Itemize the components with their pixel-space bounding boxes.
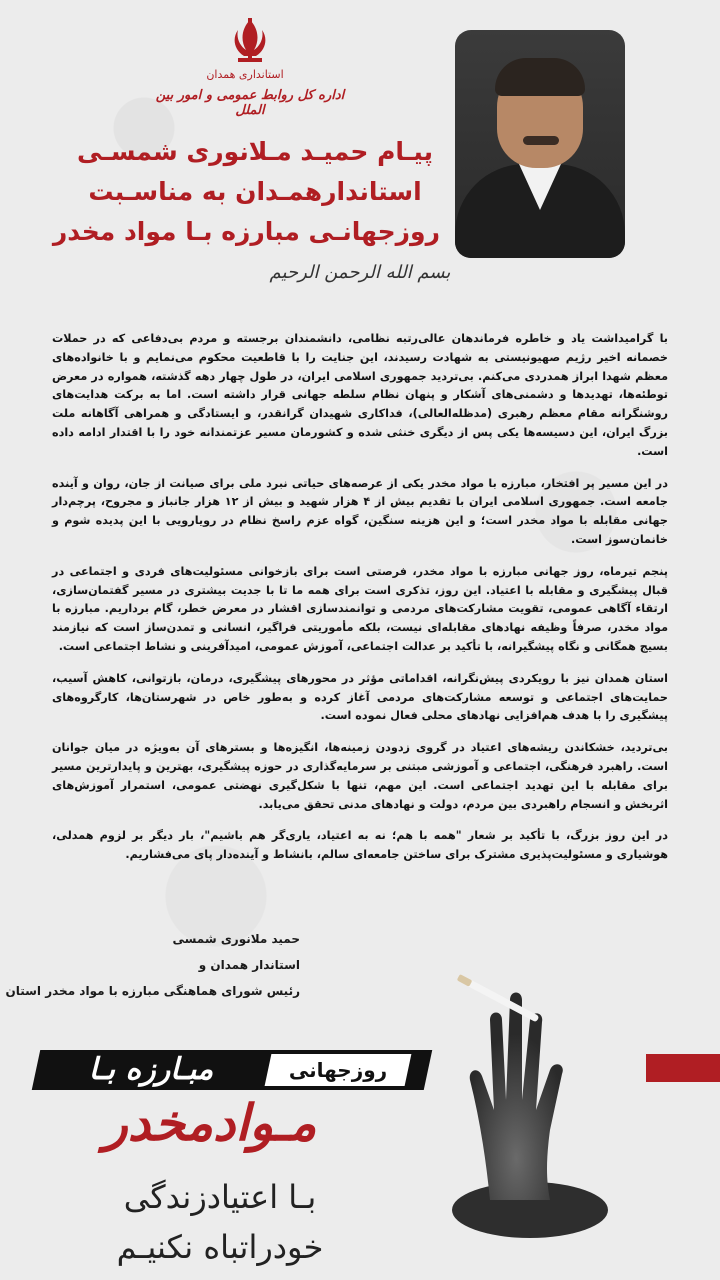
basmala-calligraphy: بسم الله الرحمن الرحیم [269, 262, 451, 283]
paragraph: در این مسیر پر افتخار، مبارزه با مواد مخدر یکی از عرصه‌های حیاتی نبرد ملی برای صیانت از جان، روان و آینده جامعه است. جمهوری اسلامی ایران با تقدیم بیش از ۴ هزار شهید و بیش از ۱۲ هزار جانباز و مجروح، پرچم‌دار جهانی مقابله با مواد مخدر است؛ و این هزینه سنگین، گواه عزم راسخ نظام در رویارویی با این پدیده شوم و خانمان‌سوز است. [52, 476, 668, 546]
accent-bar [646, 1054, 720, 1082]
title-line-3: روزجهانـی مبارزه بـا مواد مخدر [52, 217, 440, 246]
department-label: اداره کل روابط عمومی و امور بین الملل [155, 88, 345, 118]
banner-black-label: مبـارزه بـا [88, 1052, 214, 1087]
paragraph: بی‌تردید، خشکاندن ریشه‌های اعتیاد در گروی زدودن زمینه‌ها، انگیزه‌ها و بسترهای آن به‌ویژه در میان جوانان است. راهبرد فرهنگی، اجتماعی و آموزشی مبتنی بر سرمایه‌گذاری در حوزه پیشگیری، بهترین و پایدارترین مسیر برای مقابله با این تهدید اجتماعی است. این مهم، تنها با شکل‌گیری نهضتی عمومی، استمرار آموزش‌های اثربخش و انسجام راهبردی بین مردم، دولت و نهادهای مدنی تحقق می‌یابد. [52, 741, 668, 811]
paragraph: با گرامیداشت یاد و خاطره فرماندهان عالی‌رتبه نظامی، دانشمندان برجسته و مردم بی‌دفاعی که در حملات خصمانه اخیر رژیم صهیونیستی به شهادت رسیدند، این جنایت را با قاطعیت محکوم می‌نمایم و با خانواده‌های معظم شهدا ابراز همدردی می‌کنم. بی‌تردید جمهوری اسلامی ایران، در طول چهار دهه گذشته، همواره در معرض توطئه‌ها، تهدیدها و دشمنی‌های آشکار و پنهان نظام سلطه جهانی قرار داشته است. اما به برکت هدایت‌های روشنگرانه مقام معظم رهبری (مدظله‌العالی)، فداکاری شهیدان گرانقدر، و ایستادگی و همراهی آگاهانه ملت بزرگ ایران، این دسیسه‌ها یکی پس از دیگری خنثی شده و کشورمان مسیر عزتمندانه خود را با اقتدار ادامه داده است. [52, 332, 668, 458]
page-title [52, 132, 440, 252]
paragraph: در این روز بزرگ، با تأکید بر شعار "همه با هم؛ نه به اعتیاد، یاری‌گر هم باشیم"، بار دیگر بر لزوم همدلی، هوشیاری و مسئولیت‌پذیری مشترک برای ساختن جامعه‌ای سالم، بانشاط و آینده‌دار پای می‌فشاریم. [52, 829, 668, 862]
slogan [70, 1172, 370, 1272]
signature-role-1: استاندار همدان و [198, 958, 300, 972]
paragraph: استان همدان نیز با رویکردی پیش‌نگرانه، اقداماتی مؤثر در محورهای پیشگیری، درمان، بازتوانی، کاهش آسیب، حمایت‌های اجتماعی و توسعه مشارکت‌های مردمی آغاز کرده و به‌طور خاص در شهرستان‌ها، کارگروه‌های پیشگیری را با هدف هم‌افزایی نهادهای محلی فعال نموده است. [52, 671, 668, 723]
banner-white-label: روزجهانی [288, 1058, 388, 1082]
governorate-label: استانداری همدان [206, 68, 284, 81]
title-line-1: پیـام حمیـد مـلانوری شمسـی [77, 137, 433, 166]
slogan-line-2: خودراتباه نکنیـم [116, 1228, 324, 1266]
signature-name: حمید ملانوری شمسی [172, 932, 300, 946]
slogan-line-1: بـا اعتیادزندگی [123, 1178, 317, 1216]
iran-emblem-icon [220, 14, 280, 72]
banner-red-title: مـوادمخدر [103, 1094, 317, 1152]
hand-holding-cigarette-icon [450, 960, 610, 1240]
message-body [52, 330, 668, 878]
title-line-2: استاندارهمـدان به مناسـبت [88, 177, 422, 206]
governor-portrait [455, 30, 625, 258]
signature-role-2: رئیس شورای هماهنگی مبارزه با مواد مخدر استان [5, 984, 300, 998]
paragraph: پنجم تیرماه، روز جهانی مبارزه با مواد مخدر، فرصتی است برای بازخوانی مسئولیت‌های فردی و اجتماعی در قبال پیشگیری و مقابله با اعتیاد. این روز، تذکری است برای همه ما تا با جدیت بیشتری در مسیر گفتمان‌سازی، ارتقاء آگاهی عمومی، تقویت مشارکت‌های مردمی و توانمندسازی اقشار در معرض خطر، گام برداریم. مبارزه با مواد مخدر، صرفاً وظیفه نهادهای مقابله‌ای نیست، بلکه مأموریتی فراگیر، انسانی و تمدن‌ساز است که نیازمند بسیج همگانی و نگاه پیشگیرانه، با تأکید بر عدالت اجتماعی، آموزش عمومی، امیدآفرینی و نشاط اجتماعی است. [52, 564, 668, 653]
campaign-banner [36, 1046, 428, 1096]
